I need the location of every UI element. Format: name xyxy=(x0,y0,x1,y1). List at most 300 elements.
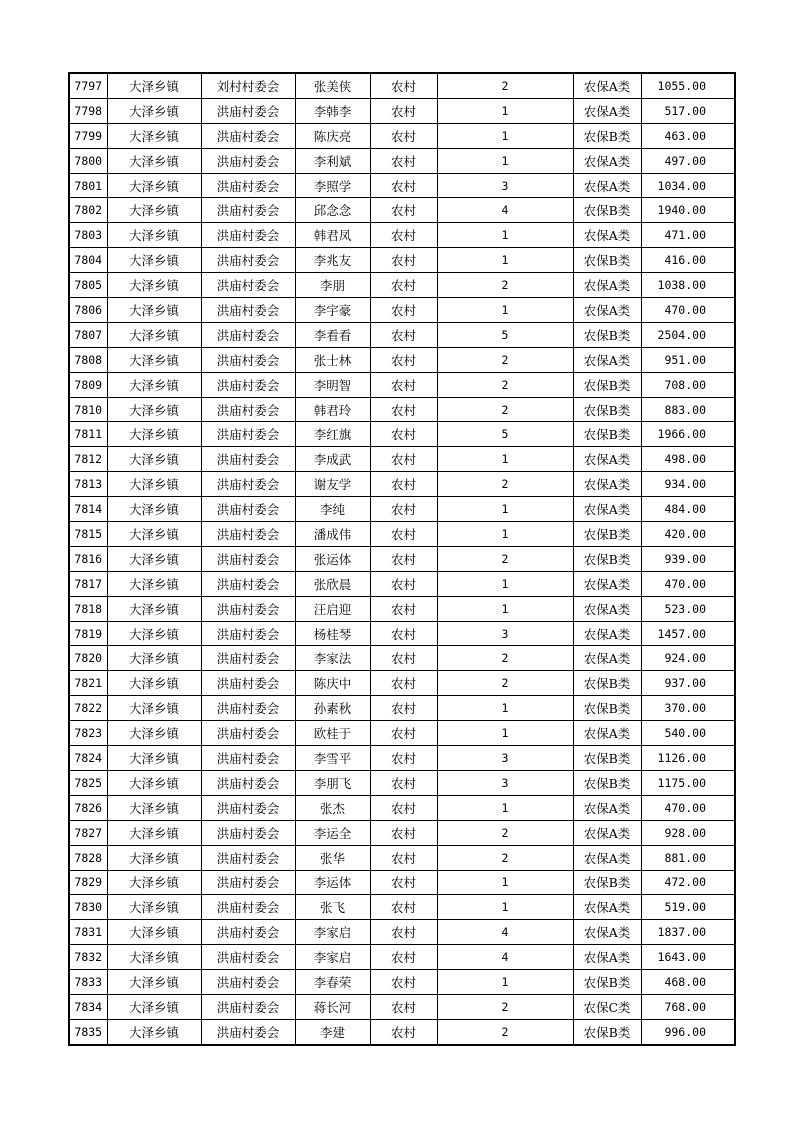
cell-amount: 768.00 xyxy=(641,994,735,1019)
cell-insurance-category: 农保B类 xyxy=(573,671,641,696)
cell-person-name: 张士林 xyxy=(295,347,370,372)
cell-town: 大泽乡镇 xyxy=(107,1019,201,1044)
cell-insurance-category: 农保B类 xyxy=(573,372,641,397)
cell-row-id: 7801 xyxy=(69,173,107,198)
cell-person-name: 韩君凤 xyxy=(295,223,370,248)
cell-person-name: 李运体 xyxy=(295,870,370,895)
cell-person-name: 欧桂于 xyxy=(295,721,370,746)
cell-town: 大泽乡镇 xyxy=(107,447,201,472)
cell-town: 大泽乡镇 xyxy=(107,770,201,795)
cell-household-count: 1 xyxy=(437,970,573,995)
cell-town: 大泽乡镇 xyxy=(107,671,201,696)
cell-household-count: 1 xyxy=(437,98,573,123)
cell-insurance-category: 农保A类 xyxy=(573,596,641,621)
cell-amount: 472.00 xyxy=(641,870,735,895)
cell-village-committee: 洪庙村委会 xyxy=(201,98,295,123)
cell-insurance-category: 农保B类 xyxy=(573,522,641,547)
cell-village-committee: 洪庙村委会 xyxy=(201,223,295,248)
cell-amount: 1837.00 xyxy=(641,920,735,945)
cell-town: 大泽乡镇 xyxy=(107,596,201,621)
cell-insurance-category: 农保A类 xyxy=(573,621,641,646)
cell-area-type: 农村 xyxy=(370,422,437,447)
cell-village-committee: 洪庙村委会 xyxy=(201,173,295,198)
cell-town: 大泽乡镇 xyxy=(107,298,201,323)
cell-household-count: 2 xyxy=(437,845,573,870)
cell-amount: 1034.00 xyxy=(641,173,735,198)
table-row xyxy=(69,994,735,1019)
cell-row-id: 7820 xyxy=(69,646,107,671)
cell-insurance-category: 农保A类 xyxy=(573,173,641,198)
cell-insurance-category: 农保A类 xyxy=(573,223,641,248)
cell-area-type: 农村 xyxy=(370,322,437,347)
cell-area-type: 农村 xyxy=(370,546,437,571)
cell-village-committee: 洪庙村委会 xyxy=(201,123,295,148)
cell-insurance-category: 农保A类 xyxy=(573,820,641,845)
cell-household-count: 5 xyxy=(437,422,573,447)
cell-household-count: 1 xyxy=(437,223,573,248)
cell-town: 大泽乡镇 xyxy=(107,347,201,372)
cell-town: 大泽乡镇 xyxy=(107,795,201,820)
data-table xyxy=(68,72,736,1046)
cell-row-id: 7835 xyxy=(69,1019,107,1044)
cell-amount: 523.00 xyxy=(641,596,735,621)
cell-insurance-category: 农保B类 xyxy=(573,770,641,795)
cell-insurance-category: 农保A类 xyxy=(573,895,641,920)
cell-household-count: 2 xyxy=(437,671,573,696)
cell-village-committee: 洪庙村委会 xyxy=(201,148,295,173)
cell-amount: 708.00 xyxy=(641,372,735,397)
table-row xyxy=(69,770,735,795)
cell-area-type: 农村 xyxy=(370,98,437,123)
cell-area-type: 农村 xyxy=(370,696,437,721)
cell-area-type: 农村 xyxy=(370,920,437,945)
cell-row-id: 7800 xyxy=(69,148,107,173)
cell-person-name: 李明智 xyxy=(295,372,370,397)
cell-amount: 1457.00 xyxy=(641,621,735,646)
table-row xyxy=(69,198,735,223)
cell-household-count: 2 xyxy=(437,1019,573,1044)
cell-amount: 1643.00 xyxy=(641,945,735,970)
table-row xyxy=(69,522,735,547)
cell-town: 大泽乡镇 xyxy=(107,173,201,198)
cell-amount: 951.00 xyxy=(641,347,735,372)
cell-amount: 497.00 xyxy=(641,148,735,173)
cell-household-count: 2 xyxy=(437,546,573,571)
cell-insurance-category: 农保B类 xyxy=(573,322,641,347)
cell-row-id: 7821 xyxy=(69,671,107,696)
table-row xyxy=(69,472,735,497)
cell-row-id: 7813 xyxy=(69,472,107,497)
cell-town: 大泽乡镇 xyxy=(107,397,201,422)
cell-household-count: 1 xyxy=(437,248,573,273)
cell-insurance-category: 农保A类 xyxy=(573,721,641,746)
cell-person-name: 邱念念 xyxy=(295,198,370,223)
cell-village-committee: 洪庙村委会 xyxy=(201,1019,295,1044)
cell-area-type: 农村 xyxy=(370,671,437,696)
cell-household-count: 1 xyxy=(437,447,573,472)
cell-household-count: 2 xyxy=(437,273,573,298)
cell-household-count: 1 xyxy=(437,895,573,920)
cell-village-committee: 洪庙村委会 xyxy=(201,870,295,895)
cell-row-id: 7803 xyxy=(69,223,107,248)
cell-town: 大泽乡镇 xyxy=(107,73,201,98)
cell-village-committee: 洪庙村委会 xyxy=(201,845,295,870)
cell-household-count: 1 xyxy=(437,298,573,323)
cell-area-type: 农村 xyxy=(370,472,437,497)
cell-insurance-category: 农保B类 xyxy=(573,546,641,571)
table-row xyxy=(69,820,735,845)
cell-area-type: 农村 xyxy=(370,746,437,771)
table-row xyxy=(69,447,735,472)
cell-village-committee: 洪庙村委会 xyxy=(201,746,295,771)
cell-area-type: 农村 xyxy=(370,148,437,173)
cell-row-id: 7806 xyxy=(69,298,107,323)
cell-town: 大泽乡镇 xyxy=(107,870,201,895)
cell-amount: 370.00 xyxy=(641,696,735,721)
cell-insurance-category: 农保A类 xyxy=(573,920,641,945)
cell-insurance-category: 农保A类 xyxy=(573,571,641,596)
cell-row-id: 7826 xyxy=(69,795,107,820)
cell-person-name: 李家启 xyxy=(295,945,370,970)
cell-area-type: 农村 xyxy=(370,173,437,198)
cell-area-type: 农村 xyxy=(370,571,437,596)
cell-village-committee: 洪庙村委会 xyxy=(201,422,295,447)
cell-town: 大泽乡镇 xyxy=(107,945,201,970)
table-row xyxy=(69,546,735,571)
cell-village-committee: 洪庙村委会 xyxy=(201,721,295,746)
table-row xyxy=(69,397,735,422)
cell-insurance-category: 农保A类 xyxy=(573,795,641,820)
cell-area-type: 农村 xyxy=(370,372,437,397)
cell-person-name: 陈庆中 xyxy=(295,671,370,696)
cell-insurance-category: 农保A类 xyxy=(573,945,641,970)
cell-household-count: 4 xyxy=(437,198,573,223)
cell-amount: 1126.00 xyxy=(641,746,735,771)
cell-town: 大泽乡镇 xyxy=(107,621,201,646)
cell-village-committee: 洪庙村委会 xyxy=(201,770,295,795)
cell-town: 大泽乡镇 xyxy=(107,994,201,1019)
cell-insurance-category: 农保A类 xyxy=(573,148,641,173)
table-row xyxy=(69,746,735,771)
cell-area-type: 农村 xyxy=(370,721,437,746)
cell-area-type: 农村 xyxy=(370,73,437,98)
cell-row-id: 7833 xyxy=(69,970,107,995)
cell-row-id: 7828 xyxy=(69,845,107,870)
cell-household-count: 5 xyxy=(437,322,573,347)
cell-person-name: 杨桂琴 xyxy=(295,621,370,646)
cell-village-committee: 洪庙村委会 xyxy=(201,970,295,995)
cell-village-committee: 洪庙村委会 xyxy=(201,571,295,596)
cell-insurance-category: 农保B类 xyxy=(573,198,641,223)
cell-household-count: 1 xyxy=(437,522,573,547)
cell-person-name: 李家法 xyxy=(295,646,370,671)
cell-person-name: 汪启迎 xyxy=(295,596,370,621)
table-row xyxy=(69,795,735,820)
cell-area-type: 农村 xyxy=(370,621,437,646)
table-row xyxy=(69,322,735,347)
cell-row-id: 7829 xyxy=(69,870,107,895)
table-row xyxy=(69,870,735,895)
cell-town: 大泽乡镇 xyxy=(107,472,201,497)
cell-village-committee: 洪庙村委会 xyxy=(201,347,295,372)
table-row xyxy=(69,248,735,273)
cell-insurance-category: 农保A类 xyxy=(573,447,641,472)
cell-area-type: 农村 xyxy=(370,870,437,895)
cell-amount: 1038.00 xyxy=(641,273,735,298)
cell-person-name: 李韩李 xyxy=(295,98,370,123)
cell-area-type: 农村 xyxy=(370,994,437,1019)
cell-person-name: 李兆友 xyxy=(295,248,370,273)
cell-area-type: 农村 xyxy=(370,223,437,248)
cell-household-count: 4 xyxy=(437,945,573,970)
table-body xyxy=(69,73,735,1045)
cell-insurance-category: 农保A类 xyxy=(573,845,641,870)
cell-town: 大泽乡镇 xyxy=(107,148,201,173)
cell-amount: 883.00 xyxy=(641,397,735,422)
cell-household-count: 4 xyxy=(437,920,573,945)
cell-row-id: 7822 xyxy=(69,696,107,721)
cell-person-name: 陈庆亮 xyxy=(295,123,370,148)
cell-village-committee: 洪庙村委会 xyxy=(201,472,295,497)
cell-row-id: 7825 xyxy=(69,770,107,795)
cell-town: 大泽乡镇 xyxy=(107,696,201,721)
table-row xyxy=(69,497,735,522)
table-row xyxy=(69,895,735,920)
cell-town: 大泽乡镇 xyxy=(107,920,201,945)
cell-person-name: 李春荣 xyxy=(295,970,370,995)
cell-row-id: 7814 xyxy=(69,497,107,522)
cell-amount: 470.00 xyxy=(641,298,735,323)
cell-area-type: 农村 xyxy=(370,447,437,472)
cell-household-count: 2 xyxy=(437,347,573,372)
cell-row-id: 7809 xyxy=(69,372,107,397)
cell-row-id: 7797 xyxy=(69,73,107,98)
cell-area-type: 农村 xyxy=(370,845,437,870)
table-row xyxy=(69,571,735,596)
cell-amount: 1175.00 xyxy=(641,770,735,795)
cell-town: 大泽乡镇 xyxy=(107,522,201,547)
cell-household-count: 1 xyxy=(437,596,573,621)
cell-area-type: 农村 xyxy=(370,123,437,148)
cell-row-id: 7812 xyxy=(69,447,107,472)
cell-village-committee: 洪庙村委会 xyxy=(201,546,295,571)
cell-village-committee: 洪庙村委会 xyxy=(201,671,295,696)
cell-person-name: 张美侠 xyxy=(295,73,370,98)
cell-town: 大泽乡镇 xyxy=(107,820,201,845)
cell-town: 大泽乡镇 xyxy=(107,845,201,870)
cell-amount: 2504.00 xyxy=(641,322,735,347)
cell-row-id: 7816 xyxy=(69,546,107,571)
cell-town: 大泽乡镇 xyxy=(107,422,201,447)
cell-insurance-category: 农保A类 xyxy=(573,298,641,323)
cell-amount: 517.00 xyxy=(641,98,735,123)
cell-household-count: 2 xyxy=(437,646,573,671)
cell-person-name: 李照学 xyxy=(295,173,370,198)
cell-household-count: 1 xyxy=(437,696,573,721)
cell-village-committee: 洪庙村委会 xyxy=(201,372,295,397)
cell-row-id: 7827 xyxy=(69,820,107,845)
cell-village-committee: 洪庙村委会 xyxy=(201,696,295,721)
table-row xyxy=(69,148,735,173)
cell-amount: 924.00 xyxy=(641,646,735,671)
table-row xyxy=(69,596,735,621)
cell-household-count: 1 xyxy=(437,795,573,820)
cell-village-committee: 洪庙村委会 xyxy=(201,596,295,621)
table-row xyxy=(69,223,735,248)
cell-amount: 939.00 xyxy=(641,546,735,571)
table-row xyxy=(69,422,735,447)
table-row xyxy=(69,970,735,995)
cell-household-count: 2 xyxy=(437,472,573,497)
cell-person-name: 李朋飞 xyxy=(295,770,370,795)
cell-area-type: 农村 xyxy=(370,347,437,372)
cell-insurance-category: 农保A类 xyxy=(573,497,641,522)
cell-row-id: 7810 xyxy=(69,397,107,422)
cell-household-count: 1 xyxy=(437,123,573,148)
cell-village-committee: 洪庙村委会 xyxy=(201,447,295,472)
cell-household-count: 3 xyxy=(437,173,573,198)
cell-row-id: 7831 xyxy=(69,920,107,945)
cell-row-id: 7808 xyxy=(69,347,107,372)
cell-person-name: 潘成伟 xyxy=(295,522,370,547)
cell-amount: 1055.00 xyxy=(641,73,735,98)
cell-household-count: 1 xyxy=(437,870,573,895)
cell-town: 大泽乡镇 xyxy=(107,372,201,397)
cell-person-name: 李红旗 xyxy=(295,422,370,447)
cell-person-name: 李建 xyxy=(295,1019,370,1044)
cell-area-type: 农村 xyxy=(370,298,437,323)
table-row xyxy=(69,73,735,98)
cell-town: 大泽乡镇 xyxy=(107,546,201,571)
cell-person-name: 李看看 xyxy=(295,322,370,347)
cell-amount: 484.00 xyxy=(641,497,735,522)
cell-row-id: 7811 xyxy=(69,422,107,447)
cell-person-name: 李纯 xyxy=(295,497,370,522)
cell-person-name: 李运全 xyxy=(295,820,370,845)
cell-village-committee: 洪庙村委会 xyxy=(201,322,295,347)
cell-row-id: 7830 xyxy=(69,895,107,920)
cell-amount: 416.00 xyxy=(641,248,735,273)
table-row xyxy=(69,173,735,198)
cell-amount: 928.00 xyxy=(641,820,735,845)
cell-row-id: 7818 xyxy=(69,596,107,621)
table-row xyxy=(69,347,735,372)
cell-town: 大泽乡镇 xyxy=(107,721,201,746)
cell-town: 大泽乡镇 xyxy=(107,273,201,298)
cell-village-committee: 洪庙村委会 xyxy=(201,994,295,1019)
cell-insurance-category: 农保A类 xyxy=(573,98,641,123)
cell-row-id: 7804 xyxy=(69,248,107,273)
cell-household-count: 2 xyxy=(437,372,573,397)
cell-village-committee: 洪庙村委会 xyxy=(201,522,295,547)
table-row xyxy=(69,721,735,746)
cell-row-id: 7824 xyxy=(69,746,107,771)
cell-village-committee: 洪庙村委会 xyxy=(201,198,295,223)
cell-insurance-category: 农保B类 xyxy=(573,397,641,422)
cell-area-type: 农村 xyxy=(370,198,437,223)
cell-insurance-category: 农保B类 xyxy=(573,970,641,995)
cell-village-committee: 洪庙村委会 xyxy=(201,820,295,845)
cell-household-count: 1 xyxy=(437,497,573,522)
cell-town: 大泽乡镇 xyxy=(107,322,201,347)
cell-insurance-category: 农保B类 xyxy=(573,123,641,148)
cell-amount: 1966.00 xyxy=(641,422,735,447)
cell-area-type: 农村 xyxy=(370,596,437,621)
cell-area-type: 农村 xyxy=(370,397,437,422)
table-row xyxy=(69,1019,735,1044)
cell-town: 大泽乡镇 xyxy=(107,223,201,248)
cell-amount: 468.00 xyxy=(641,970,735,995)
cell-row-id: 7799 xyxy=(69,123,107,148)
table-row xyxy=(69,920,735,945)
cell-town: 大泽乡镇 xyxy=(107,970,201,995)
cell-insurance-category: 农保A类 xyxy=(573,646,641,671)
cell-amount: 934.00 xyxy=(641,472,735,497)
cell-household-count: 1 xyxy=(437,571,573,596)
cell-insurance-category: 农保A类 xyxy=(573,472,641,497)
cell-insurance-category: 农保B类 xyxy=(573,1019,641,1044)
cell-village-committee: 洪庙村委会 xyxy=(201,920,295,945)
cell-area-type: 农村 xyxy=(370,273,437,298)
cell-insurance-category: 农保A类 xyxy=(573,273,641,298)
cell-person-name: 李雪平 xyxy=(295,746,370,771)
table-row xyxy=(69,372,735,397)
cell-person-name: 李成武 xyxy=(295,447,370,472)
cell-person-name: 李朋 xyxy=(295,273,370,298)
cell-amount: 463.00 xyxy=(641,123,735,148)
cell-household-count: 3 xyxy=(437,770,573,795)
cell-row-id: 7815 xyxy=(69,522,107,547)
cell-household-count: 2 xyxy=(437,397,573,422)
table-row xyxy=(69,123,735,148)
cell-row-id: 7819 xyxy=(69,621,107,646)
cell-town: 大泽乡镇 xyxy=(107,895,201,920)
cell-person-name: 谢友学 xyxy=(295,472,370,497)
cell-insurance-category: 农保A类 xyxy=(573,73,641,98)
cell-household-count: 2 xyxy=(437,994,573,1019)
cell-village-committee: 洪庙村委会 xyxy=(201,248,295,273)
cell-town: 大泽乡镇 xyxy=(107,497,201,522)
cell-row-id: 7798 xyxy=(69,98,107,123)
cell-area-type: 农村 xyxy=(370,248,437,273)
cell-person-name: 李宇豪 xyxy=(295,298,370,323)
cell-insurance-category: 农保A类 xyxy=(573,347,641,372)
cell-person-name: 张杰 xyxy=(295,795,370,820)
cell-person-name: 韩君玲 xyxy=(295,397,370,422)
cell-town: 大泽乡镇 xyxy=(107,571,201,596)
cell-village-committee: 洪庙村委会 xyxy=(201,397,295,422)
cell-row-id: 7802 xyxy=(69,198,107,223)
cell-amount: 881.00 xyxy=(641,845,735,870)
cell-person-name: 李利斌 xyxy=(295,148,370,173)
cell-amount: 540.00 xyxy=(641,721,735,746)
cell-area-type: 农村 xyxy=(370,646,437,671)
cell-amount: 937.00 xyxy=(641,671,735,696)
table-row xyxy=(69,696,735,721)
cell-village-committee: 洪庙村委会 xyxy=(201,945,295,970)
cell-town: 大泽乡镇 xyxy=(107,646,201,671)
cell-row-id: 7832 xyxy=(69,945,107,970)
cell-area-type: 农村 xyxy=(370,497,437,522)
cell-household-count: 1 xyxy=(437,721,573,746)
cell-town: 大泽乡镇 xyxy=(107,198,201,223)
cell-person-name: 张飞 xyxy=(295,895,370,920)
cell-insurance-category: 农保B类 xyxy=(573,248,641,273)
cell-village-committee: 洪庙村委会 xyxy=(201,795,295,820)
cell-area-type: 农村 xyxy=(370,795,437,820)
cell-person-name: 张华 xyxy=(295,845,370,870)
cell-person-name: 李家启 xyxy=(295,920,370,945)
